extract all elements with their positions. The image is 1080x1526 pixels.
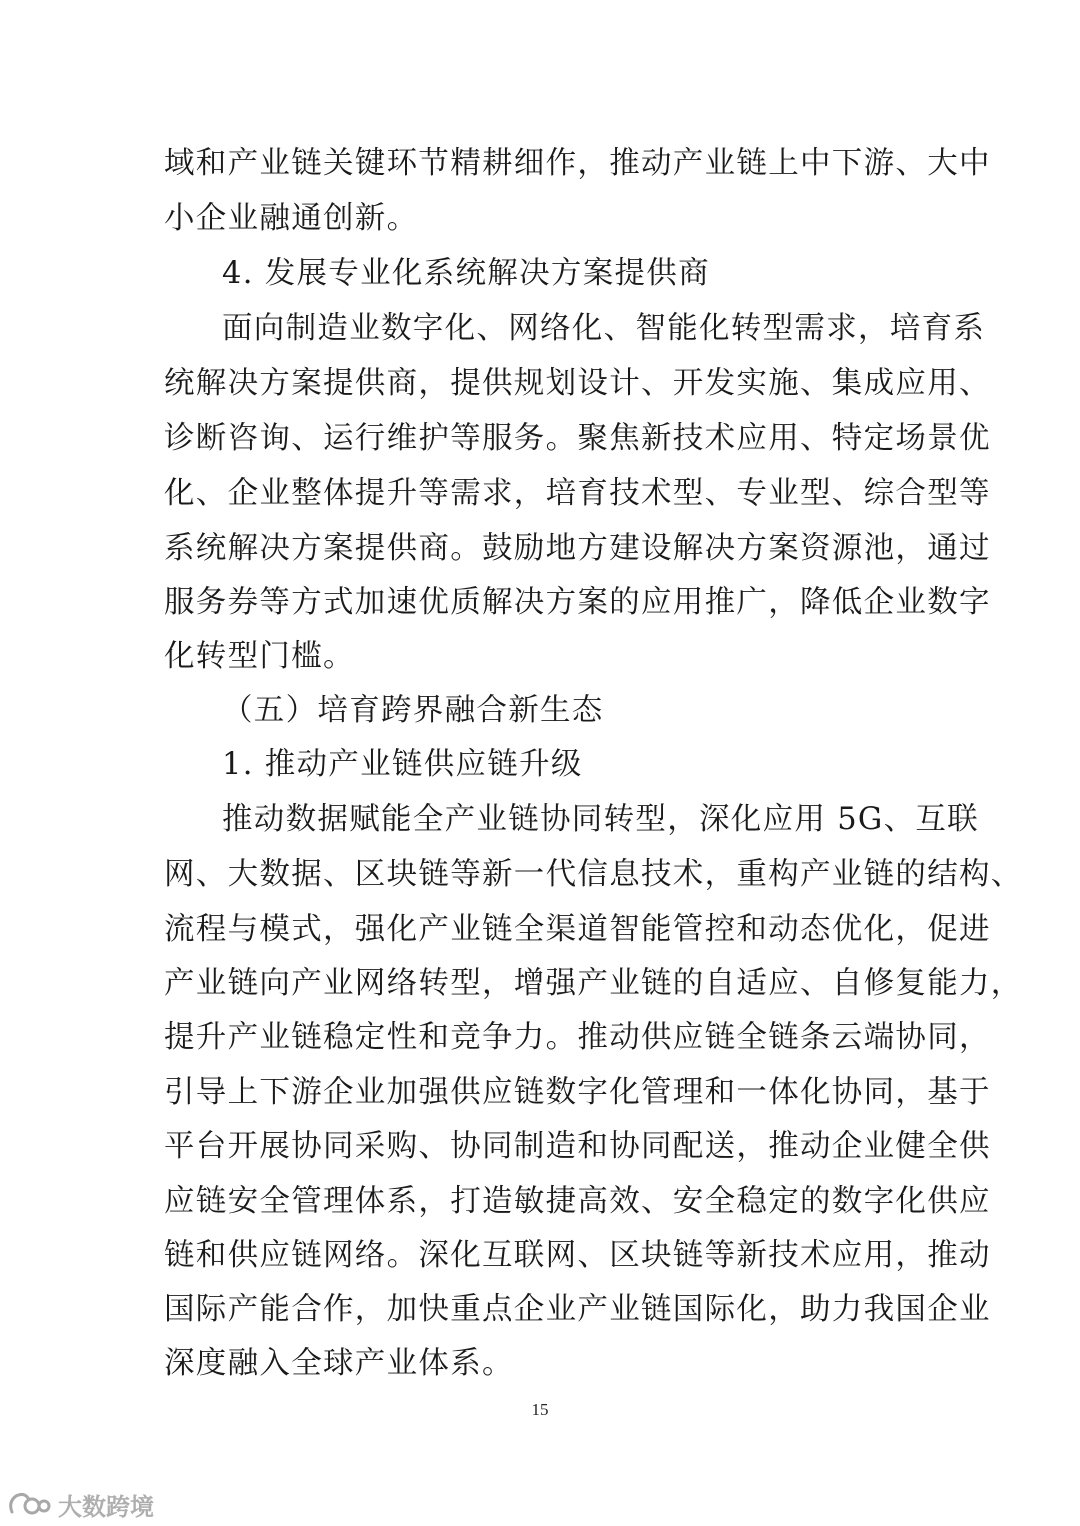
brand-logo-icon <box>6 1490 52 1518</box>
page-number: 15 <box>531 1400 549 1419</box>
text-line: 推动数据赋能全产业链协同转型，深化应用 5G、互联 <box>222 802 979 837</box>
text-line: 流程与模式，强化产业链全渠道智能管控和动态优化，促进 <box>164 912 991 947</box>
text-line: 提升产业链稳定性和竞争力。推动供应链全链条云端协同， <box>164 1020 991 1055</box>
watermark-text: 大数跨境 <box>58 1492 154 1521</box>
text-line: 服务券等方式加速优质解决方案的应用推广，降低企业数字 <box>164 585 991 620</box>
section-heading: 4. 发展专业化系统解决方案提供商 <box>222 256 710 291</box>
text-line: 面向制造业数字化、网络化、智能化转型需求，培育系 <box>222 311 986 346</box>
text-line: 引导上下游企业加强供应链数字化管理和一体化协同，基于 <box>164 1075 991 1110</box>
text-line: 产业链向产业网络转型，增强产业链的自适应、自修复能力， <box>164 966 1023 1001</box>
text-line: 国际产能合作，加快重点企业产业链国际化，助力我国企业 <box>164 1292 991 1327</box>
text-line: 诊断咨询、运行维护等服务。聚焦新技术应用、特定场景优 <box>164 421 991 456</box>
text-line: 平台开展协同采购、协同制造和协同配送，推动企业健全供 <box>164 1129 991 1164</box>
text-line: 链和供应链网络。深化互联网、区块链等新技术应用，推动 <box>164 1238 991 1273</box>
text-line: 深度融入全球产业体系。 <box>164 1346 514 1381</box>
watermark <box>6 1488 154 1520</box>
section-heading: （五）培育跨界融合新生态 <box>222 693 604 728</box>
text-line: 网、大数据、区块链等新一代信息技术，重构产业链的结构、 <box>164 857 1023 892</box>
text-line: 统解决方案提供商，提供规划设计、开发实施、集成应用、 <box>164 366 991 401</box>
text-line: 化、企业整体提升等需求，培育技术型、专业型、综合型等 <box>164 476 991 511</box>
text-line: 系统解决方案提供商。鼓励地方建设解决方案资源池，通过 <box>164 531 991 566</box>
text-line: 小企业融通创新。 <box>164 201 419 236</box>
section-heading: 1. 推动产业链供应链升级 <box>222 747 583 782</box>
text-line: 域和产业链关键环节精耕细作，推动产业链上中下游、大中 <box>164 146 991 181</box>
text-line: 应链安全管理体系，打造敏捷高效、安全稳定的数字化供应 <box>164 1184 991 1219</box>
text-line: 化转型门槛。 <box>164 639 355 674</box>
